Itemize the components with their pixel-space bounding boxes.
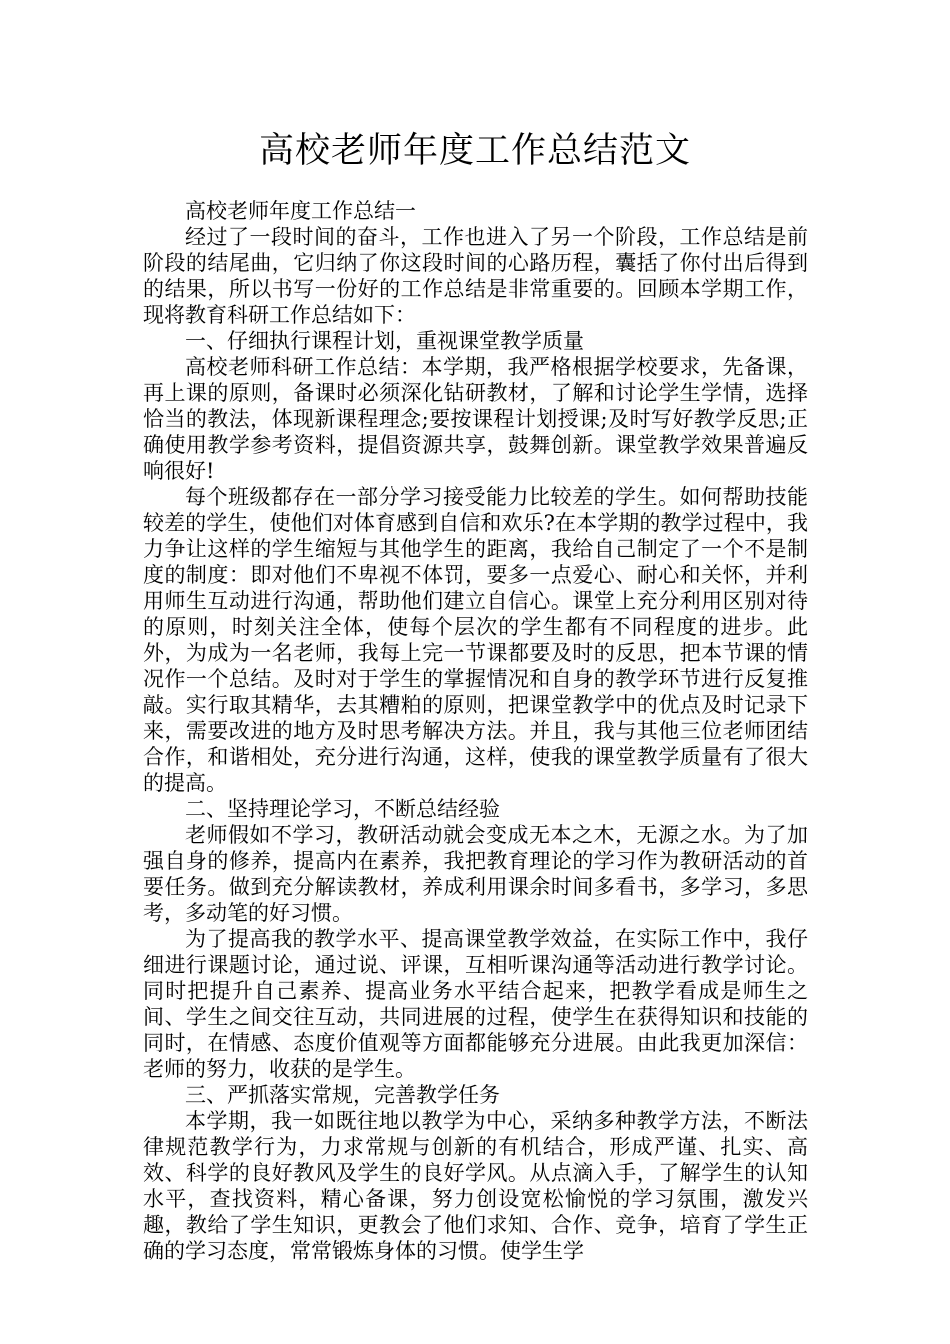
- paragraph: 高校老师科研工作总结：本学期，我严格根据学校要求，先备课，再上课的原则，备课时必须深化钻研教材，了解和讨论学生学情，选择恰当的教法，体现新课程理念;要按课程计划授课;及时写好教学反思;正确使用教学参考资料，提倡资源共享，鼓舞创新。课堂教学效果普遍反响很好!: [143, 355, 808, 483]
- section-heading-2: 二、坚持理论学习，不断总结经验: [185, 797, 500, 821]
- paragraph: 本学期，我一如既往地以教学为中心，采纳多种教学方法，不断法律规范教学行为，力求常规与创新的有机结合，形成严谨、扎实、高效、科学的良好教风及学生的良好学风。从点滴入手，了解学生的认知水平，查找资料，精心备课，努力创设宽松愉悦的学习氛围，激发兴趣，教给了学生知识，更教会了他们求知、合作、竞争，培育了学生正确的学习态度，常常锻炼身体的习惯。使学生学: [143, 1109, 808, 1263]
- paragraph: 为了提高我的教学水平、提高课堂教学效益，在实际工作中，我仔细进行课题讨论，通过说、评课，互相听课沟通等活动进行教学讨论。同时把提升自己素养、提高业务水平结合起来，把教学看成是师生之间、学生之间交往互动，共同进展的过程，使学生在获得知识和技能的同时，在情感、态度价值观等方面都能够充分进展。由此我更加深信：老师的努力，收获的是学生。: [143, 927, 808, 1081]
- section-subheading: 高校老师年度工作总结一: [185, 199, 416, 223]
- document-body: [143, 198, 808, 1264]
- document-title: 高校老师年度工作总结范文: [258, 131, 691, 171]
- paragraph: 经过了一段时间的奋斗，工作也进入了另一个阶段，工作总结是前阶段的结尾曲，它归纳了你这段时间的心路历程，囊括了你付出后得到的结果，所以书写一份好的工作总结是非常重要的。回顾本学期工作，现将教育科研工作总结如下：: [143, 225, 808, 327]
- section-heading-3: 三、严抓落实常规，完善教学任务: [185, 1083, 500, 1107]
- section-heading-1: 一、仔细执行课程计划，重视课堂教学质量: [185, 329, 584, 353]
- paragraph: 老师假如不学习，教研活动就会变成无本之木，无源之水。为了加强自身的修养，提高内在素养，我把教育理论的学习作为教研活动的首要任务。做到充分解读教材，养成利用课余时间多看书，多学习，多思考，多动笔的好习惯。: [143, 823, 808, 925]
- paragraph: 每个班级都存在一部分学习接受能力比较差的学生。如何帮助技能较差的学生，使他们对体育感到自信和欢乐?在本学期的教学过程中，我力争让这样的学生缩短与其他学生的距离，我给自己制定了一个不是制度的制度：即对他们不卑视不体罚，要多一点爱心、耐心和关怀，并利用师生互动进行沟通，帮助他们建立自信心。课堂上充分利用区别对待的原则，时刻关注全体，使每个层次的学生都有不同程度的进步。此外，为成为一名老师，我每上完一节课都要及时的反思，把本节课的情况作一个总结。及时对于学生的掌握情况和自身的教学环节进行反复推敲。实行取其精华，去其糟粕的原则，把课堂教学中的优点及时记录下来，需要改进的地方及时思考解决方法。并且，我与其他三位老师团结合作，和谐相处，充分进行沟通，这样，使我的课堂教学质量有了很大的提高。: [143, 485, 808, 795]
